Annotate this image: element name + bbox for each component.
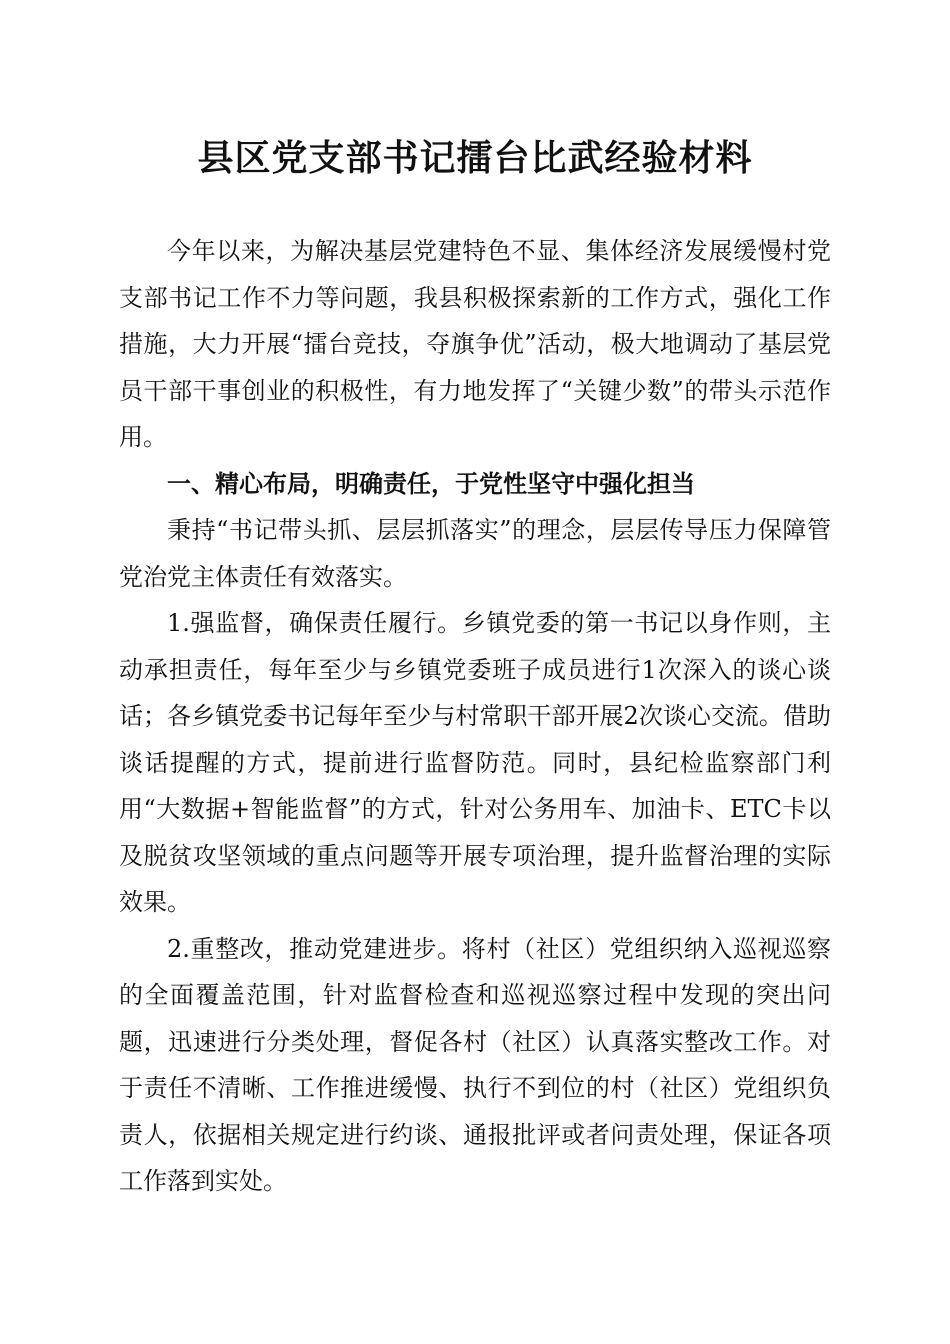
section-heading-1: 一、精心布局，明确责任，于党性坚守中强化担当 <box>167 469 695 498</box>
section-intro-paragraph: 秉持“书记带头抓、层层抓落实”的理念，层层传导压力保障管党治党主体责任有效落实。 <box>119 516 831 591</box>
intro-paragraph: 今年以来，为解决基层党建特色不显、集体经济发展缓慢村党支部书记工作不力等问题，我县积极探索新的工作方式，强化工作措施，大力开展“擂台竞技，夺旗争优”活动，极大地调动了基层党员干部干事创业的积极性，有力地发挥了“关键少数”的带头示范作用。 <box>119 237 831 451</box>
document-body <box>119 228 831 1205</box>
document-title: 县区党支部书记擂台比武经验材料 <box>197 137 753 179</box>
rectification-paragraph: 2.重整改，推动党建进步。将村（社区）党组织纳入巡视巡察的全面覆盖范围，针对监督检查和巡视巡察过程中发现的突出问题，迅速进行分类处理，督促各村（社区）认真落实整改工作。对于责任不清晰、工作推进缓慢、执行不到位的村（社区）党组织负责人，依据相关规定进行约谈、通报批评或者问责处理，保证各项工作落到实处。 <box>119 934 831 1195</box>
supervision-paragraph: 1.强监督，确保责任履行。乡镇党委的第一书记以身作则，主动承担责任，每年至少与乡镇党委班子成员进行1次深入的谈心谈话；各乡镇党委书记每年至少与村常职干部开展2次谈心交流。借助谈话提醒的方式，提前进行监督防范。同时，县纪检监察部门利用“大数据+智能监督”的方式，针对公务用车、加油卡、ETC卡以及脱贫攻坚领域的重点问题等开展专项治理，提升监督治理的实际效果。 <box>119 609 831 916</box>
